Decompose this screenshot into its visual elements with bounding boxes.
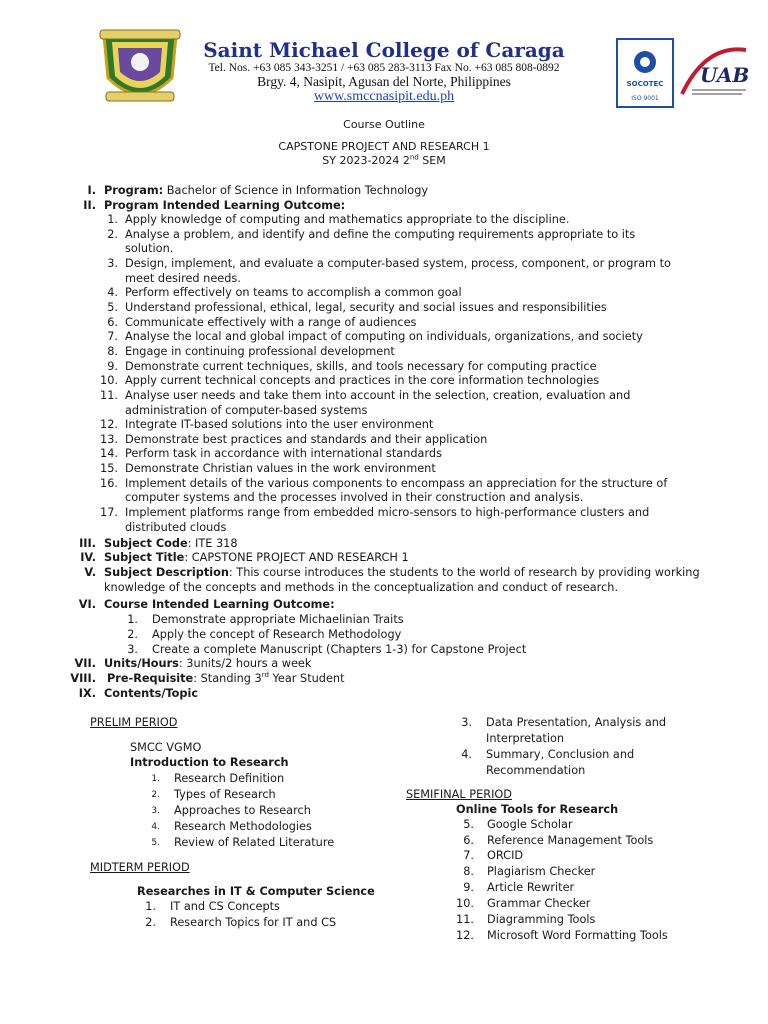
list-item: Apply the concept of Research Methodology [152,628,402,641]
list-number: 2. [145,916,156,929]
list-item: Apply knowledge of computing and mathematics appropriate to the discipline. [125,213,570,226]
list-item: Reference Management Tools [487,834,654,847]
list-number: 1. [151,774,160,784]
program-line: Program: Bachelor of Science in Information Technology [104,184,429,197]
intro-heading: Introduction to Research [130,756,289,769]
pilo-heading: Program Intended Learning Outcome: [104,199,346,212]
section-numeral: IX. [78,687,96,700]
list-item: Analyse user needs and take them into account in the selection, creation, evaluation and [125,388,631,402]
list-number: 10. [100,374,118,388]
list-item: Microsoft Word Formatting Tools [487,929,668,942]
socotec-iso-9001-icon [617,39,673,107]
cilo-heading: Course Intended Learning Outcome: [104,598,335,611]
list-number: 4. [151,822,160,832]
list-item: Summary, Conclusion and [486,748,635,761]
list-number: 15. [100,462,118,476]
list-item: Article Rewriter [487,881,575,894]
list-number: 8. [463,865,474,878]
list-number: 6. [107,315,118,329]
iso-label: ISO 9001 [631,95,659,102]
prelim-heading: PRELIM PERIOD [90,716,178,729]
list-number: 6. [463,834,474,847]
list-item-cont: Recommendation [486,764,586,777]
prerequisite-line: Pre-Requisite: Standing 3rd Year Student [107,671,345,685]
list-number: 4. [461,748,472,761]
list-item: Engage in continuing professional development [125,344,395,358]
vgmo-label: SMCC VGMO [130,741,202,754]
list-item: Implement platforms range from embedded micro-sensors to high-performance clusters and [125,506,650,519]
list-item: Integrate IT-based solutions into the user environment [125,418,434,432]
section-numeral: V. [84,566,96,579]
list-number: 3. [151,806,160,816]
section-numeral: VII. [74,657,96,670]
list-item: Data Presentation, Analysis and [486,716,667,729]
list-item: Understand professional, ethical, legal, security and social issues and responsibilities [125,300,607,314]
section-numeral: VIII. [70,672,96,685]
list-item: Design, implement, and evaluate a computer-based system, process, component, or program to [125,256,671,270]
school-year: SY 2023-2024 2nd SEM [322,153,446,167]
section-numeral: I. [87,184,96,197]
list-number: 9. [463,881,474,894]
midterm-heading: MIDTERM PERIOD [90,861,190,874]
list-item: computer systems and the processes involved in their construction and analysis. [125,491,584,505]
section-numeral: IV. [80,551,96,564]
list-number: 16. [100,476,118,490]
list-item: Approaches to Research [174,804,311,817]
socotec-label: SOCOTEC [626,80,664,88]
semifinal-heading: SEMIFINAL PERIOD [406,788,513,801]
list-number: 3. [107,256,118,270]
list-number: 7. [107,330,118,344]
uab-label: UAB [700,63,750,87]
list-item: ORCID [487,849,524,862]
midterm-subheading: Researches in IT & Computer Science [137,885,375,898]
list-item: Perform effectively on teams to accomplish a common goal [125,286,462,300]
subject-description-line: Subject Description: This course introduces the students to the world of research by providing working [104,566,700,579]
list-number: 3. [461,716,472,729]
document-type: Course Outline [343,118,425,131]
section-numeral: VI. [78,598,96,611]
list-item: IT and CS Concepts [170,900,280,913]
list-number: 13. [100,432,118,446]
list-item: Perform task in accordance with international standards [125,447,442,461]
list-item: Diagramming Tools [487,913,596,926]
list-number: 1. [127,613,138,626]
list-number: 14. [100,447,118,461]
list-item: Implement details of the various components to encompass an appreciation for the structure of [125,476,668,490]
section-numeral: II. [83,199,96,212]
list-number: 5. [463,818,474,831]
list-item: solution. [125,242,174,256]
list-item: Research Methodologies [174,820,312,833]
list-number: 10. [456,897,474,910]
list-number: 11. [456,913,474,926]
college-seal-icon [94,26,186,112]
list-item: Research Definition [174,772,285,785]
college-address: Brgy. 4, Nasipit, Agusan del Norte, Philippines [257,74,511,89]
list-item: Create a complete Manuscript (Chapters 1-3) for Capstone Project [152,643,527,656]
list-item: administration of computer-based systems [125,403,368,417]
list-number: 5. [151,838,160,848]
list-item: Analyse a problem, and identify and define the computing requirements appropriate to its [125,227,636,241]
list-item: Demonstrate current techniques, skills, and tools necessary for computing practice [125,359,597,373]
list-number: 12. [100,418,118,432]
list-number: 2. [107,227,118,241]
list-number: 5. [107,300,118,314]
list-item: Apply current technical concepts and practices in the core information technologies [125,374,600,388]
list-item: Types of Research [174,788,276,801]
list-item-cont: Interpretation [486,732,565,745]
list-number: 12. [456,929,474,942]
list-item: Google Scholar [487,818,573,831]
uab-accreditation-icon [682,49,749,94]
list-item: distributed clouds [125,520,227,534]
course-title: CAPSTONE PROJECT AND RESEARCH 1 [278,140,490,153]
subject-title-line: Subject Title: CAPSTONE PROJECT AND RESEARCH 1 [104,551,409,564]
list-item: Communicate effectively with a range of audiences [125,315,417,329]
semifinal-subheading: Online Tools for Research [456,803,619,816]
section-numeral: III. [79,537,96,550]
list-number: 9. [107,359,118,373]
list-number: 11. [100,388,118,402]
list-item: Analyse the local and global impact of computing on individuals, organizations, and society [125,330,643,344]
list-number: 2. [151,790,160,800]
subject-description-cont: knowledge of the concepts and methods in the conceptualization and conduct of research. [104,581,619,594]
list-number: 1. [145,900,156,913]
contents-heading: Contents/Topic [104,687,199,700]
list-number: 7. [463,849,474,862]
list-item: Demonstrate Christian values in the work environment [125,462,436,476]
list-item: Demonstrate best practices and standards and their application [125,432,488,446]
subject-code-line: Subject Code: ITE 318 [104,537,238,550]
list-number: 8. [107,344,118,358]
list-item: Review of Related Literature [174,836,335,849]
list-item: meet desired needs. [125,271,241,285]
list-number: 3. [127,643,138,656]
website-link[interactable]: www.smccnasipit.edu.ph [313,89,455,104]
certification-logos [616,38,750,108]
units-line: Units/Hours: 3units/2 hours a week [104,657,312,670]
list-number: 1. [107,213,118,226]
list-item: Research Topics for IT and CS [170,916,337,929]
list-number: 17. [100,506,118,519]
contact-numbers: Tel. Nos. +63 085 343-3251 / +63 085 283-3113 Fax No. +63 085 808-0892 [208,62,560,74]
list-item: Demonstrate appropriate Michaelinian Traits [152,613,404,626]
list-number: 4. [107,286,118,300]
list-item: Plagiarism Checker [487,865,596,878]
list-item: Grammar Checker [487,897,591,910]
list-number: 2. [127,628,138,641]
college-name: Saint Michael College of Caraga [203,38,565,62]
